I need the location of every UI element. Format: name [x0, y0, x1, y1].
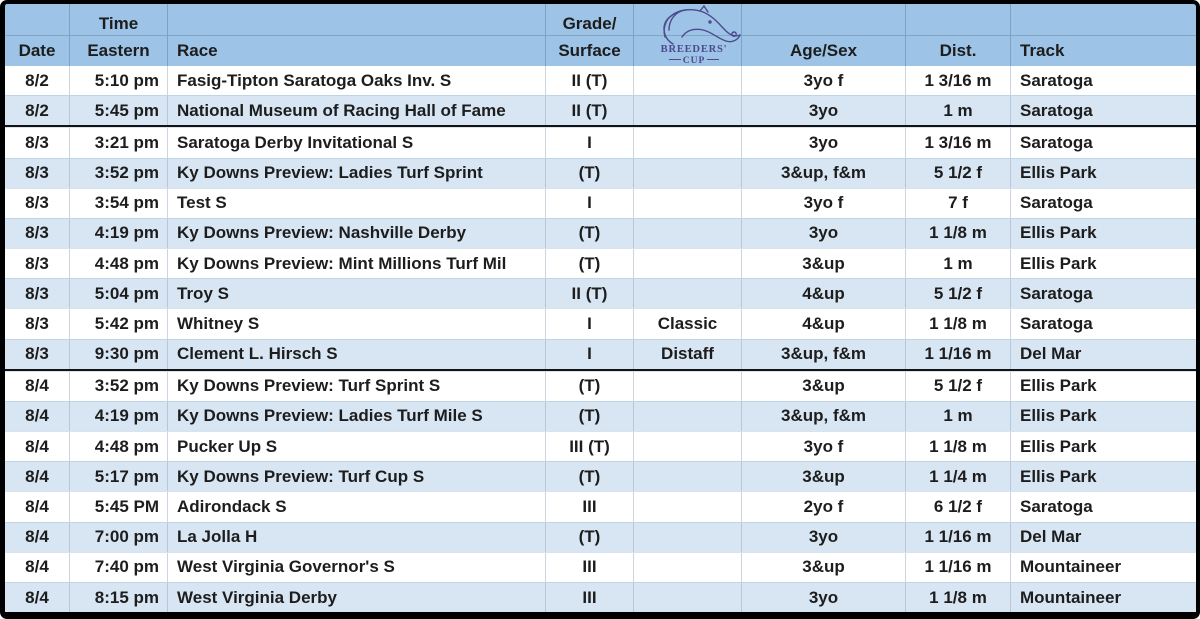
- cell-track: Ellis Park: [1010, 249, 1196, 278]
- cell-date: 8/3: [25, 223, 49, 243]
- cell-distance: 7 f: [905, 189, 1010, 218]
- cell-breeders-cup-division: [633, 96, 741, 125]
- cell-race-name: West Virginia Derby: [167, 583, 545, 612]
- table-row[interactable]: [5, 431, 1196, 461]
- table-row[interactable]: [5, 552, 1196, 582]
- cell-track: Ellis Park: [1010, 219, 1196, 248]
- cell-time-eastern: 5:45 PM: [69, 492, 167, 521]
- table-row[interactable]: [5, 158, 1196, 188]
- table-row[interactable]: [5, 278, 1196, 308]
- header-col-dist: [905, 4, 1010, 66]
- cell-track: Mountaineer: [1010, 583, 1196, 612]
- cell-breeders-cup-division: [633, 432, 741, 461]
- cell-distance: 1 1/4 m: [905, 462, 1010, 491]
- cell-track: Saratoga: [1010, 189, 1196, 218]
- cell-date: 8/4: [25, 587, 49, 607]
- cell-age-sex: 3yo f: [741, 432, 905, 461]
- table-body: [5, 66, 1196, 612]
- cell-breeders-cup-division: [633, 279, 741, 308]
- cell-race-name: Whitney S: [167, 309, 545, 338]
- header-eastern-label: Eastern: [87, 41, 150, 60]
- cell-track: Del Mar: [1010, 340, 1196, 369]
- cell-grade-surface: (T): [545, 159, 633, 188]
- cell-age-sex: 2yo f: [741, 492, 905, 521]
- cell-race-name: Troy S: [167, 279, 545, 308]
- cell-date: 8/3: [25, 132, 49, 152]
- cell-date: 8/4: [25, 406, 49, 426]
- cell-age-sex: 3yo: [741, 128, 905, 157]
- cell-grade-surface: III: [545, 553, 633, 582]
- header-track-label: Track: [1020, 41, 1065, 60]
- header-col-track: [1010, 4, 1196, 66]
- cell-age-sex: 3&up: [741, 553, 905, 582]
- cell-age-sex: 3&up: [741, 372, 905, 401]
- table-row[interactable]: [5, 218, 1196, 248]
- logo-text-breeders: BREEDERS': [660, 44, 728, 55]
- cell-time-eastern: 8:15 pm: [69, 583, 167, 612]
- cell-race-name: Adirondack S: [167, 492, 545, 521]
- cell-grade-surface: III: [545, 583, 633, 612]
- table-row[interactable]: [5, 582, 1196, 612]
- cell-grade-surface: II (T): [545, 66, 633, 95]
- cell-race-name: Ky Downs Preview: Mint Millions Turf Mil: [167, 249, 545, 278]
- cell-age-sex: 3&up, f&m: [741, 159, 905, 188]
- cell-distance: 6 1/2 f: [905, 492, 1010, 521]
- cell-time-eastern: 5:45 pm: [69, 96, 167, 125]
- cell-time-eastern: 4:19 pm: [69, 402, 167, 431]
- cell-time-eastern: 5:42 pm: [69, 309, 167, 338]
- cell-time-eastern: 3:54 pm: [69, 189, 167, 218]
- cell-breeders-cup-division: [633, 553, 741, 582]
- cell-time-eastern: 4:19 pm: [69, 219, 167, 248]
- header-time-label: Time: [70, 4, 167, 36]
- cell-breeders-cup-division: [633, 462, 741, 491]
- cell-grade-surface: I: [545, 128, 633, 157]
- header-grade-label: Grade/: [546, 4, 633, 36]
- cell-distance: 1 1/16 m: [905, 553, 1010, 582]
- table-row[interactable]: [5, 461, 1196, 491]
- table-row[interactable]: [5, 401, 1196, 431]
- header-col-grade-surface: [545, 4, 633, 66]
- cell-track: Ellis Park: [1010, 432, 1196, 461]
- cell-breeders-cup-division: Distaff: [633, 340, 741, 369]
- cell-track: Saratoga: [1010, 96, 1196, 125]
- table-row[interactable]: [5, 371, 1196, 401]
- cell-track: Ellis Park: [1010, 159, 1196, 188]
- cell-distance: 1 3/16 m: [905, 128, 1010, 157]
- header-col-time: [69, 4, 167, 66]
- cell-breeders-cup-division: [633, 402, 741, 431]
- cell-breeders-cup-division: [633, 128, 741, 157]
- cell-age-sex: 3&up, f&m: [741, 402, 905, 431]
- cell-breeders-cup-division: [633, 583, 741, 612]
- cell-distance: 1 1/8 m: [905, 583, 1010, 612]
- header-date-label: Date: [18, 41, 56, 60]
- cell-date: 8/4: [25, 436, 49, 456]
- cell-age-sex: 3yo: [741, 96, 905, 125]
- cell-race-name: National Museum of Racing Hall of Fame: [167, 96, 545, 125]
- cell-date: 8/3: [25, 193, 49, 213]
- cell-date: 8/2: [25, 70, 49, 90]
- cell-track: Saratoga: [1010, 309, 1196, 338]
- header-surface-label: Surface: [558, 41, 621, 60]
- cell-distance: 1 1/16 m: [905, 523, 1010, 552]
- table-row[interactable]: [5, 339, 1196, 371]
- cell-distance: 1 3/16 m: [905, 66, 1010, 95]
- cell-date: 8/4: [25, 376, 49, 396]
- table-row[interactable]: [5, 491, 1196, 521]
- cell-track: Del Mar: [1010, 523, 1196, 552]
- cell-age-sex: 3yo: [741, 219, 905, 248]
- table-row[interactable]: [5, 127, 1196, 157]
- cell-grade-surface: I: [545, 340, 633, 369]
- cell-race-name: Ky Downs Preview: Ladies Turf Mile S: [167, 402, 545, 431]
- cell-race-name: Clement L. Hirsch S: [167, 340, 545, 369]
- cell-distance: 1 1/16 m: [905, 340, 1010, 369]
- cell-time-eastern: 3:52 pm: [69, 159, 167, 188]
- cell-grade-surface: (T): [545, 462, 633, 491]
- cell-date: 8/4: [25, 557, 49, 577]
- cell-age-sex: 3yo f: [741, 66, 905, 95]
- cell-date: 8/3: [25, 253, 49, 273]
- cell-grade-surface: II (T): [545, 96, 633, 125]
- breeders-cup-logo: [642, 5, 746, 65]
- cell-time-eastern: 4:48 pm: [69, 249, 167, 278]
- cell-time-eastern: 5:04 pm: [69, 279, 167, 308]
- cell-date: 8/4: [25, 527, 49, 547]
- table-row[interactable]: [5, 66, 1196, 95]
- cell-track: Saratoga: [1010, 66, 1196, 95]
- cell-distance: 5 1/2 f: [905, 372, 1010, 401]
- header-race-label: Race: [177, 41, 218, 60]
- cell-distance: 1 1/8 m: [905, 219, 1010, 248]
- cell-time-eastern: 3:21 pm: [69, 128, 167, 157]
- cell-race-name: La Jolla H: [167, 523, 545, 552]
- cell-grade-surface: III: [545, 492, 633, 521]
- cell-breeders-cup-division: [633, 159, 741, 188]
- table-row[interactable]: [5, 95, 1196, 127]
- cell-grade-surface: (T): [545, 219, 633, 248]
- cell-race-name: Saratoga Derby Invitational S: [167, 128, 545, 157]
- cell-grade-surface: (T): [545, 249, 633, 278]
- header-col-race: [167, 4, 545, 66]
- cell-race-name: Ky Downs Preview: Nashville Derby: [167, 219, 545, 248]
- table-header: [5, 4, 1196, 66]
- cell-time-eastern: 3:52 pm: [69, 372, 167, 401]
- cell-date: 8/3: [25, 163, 49, 183]
- cell-track: Saratoga: [1010, 492, 1196, 521]
- cell-date: 8/4: [25, 466, 49, 486]
- cell-breeders-cup-division: [633, 372, 741, 401]
- cell-breeders-cup-division: [633, 189, 741, 218]
- cell-breeders-cup-division: [633, 66, 741, 95]
- cell-track: Ellis Park: [1010, 372, 1196, 401]
- cell-breeders-cup-division: Classic: [633, 309, 741, 338]
- cell-grade-surface: (T): [545, 523, 633, 552]
- cell-distance: 1 1/8 m: [905, 432, 1010, 461]
- cell-date: 8/3: [25, 344, 49, 364]
- cell-date: 8/3: [25, 313, 49, 333]
- header-age-sex-label: Age/Sex: [789, 41, 858, 60]
- cell-race-name: Fasig-Tipton Saratoga Oaks Inv. S: [167, 66, 545, 95]
- cell-age-sex: 3yo: [741, 583, 905, 612]
- cell-grade-surface: (T): [545, 372, 633, 401]
- cell-track: Ellis Park: [1010, 462, 1196, 491]
- cell-age-sex: 3yo f: [741, 189, 905, 218]
- cell-age-sex: 3&up: [741, 249, 905, 278]
- cell-race-name: Ky Downs Preview: Ladies Turf Sprint: [167, 159, 545, 188]
- cell-race-name: West Virginia Governor's S: [167, 553, 545, 582]
- cell-breeders-cup-division: [633, 249, 741, 278]
- cell-race-name: Pucker Up S: [167, 432, 545, 461]
- table-row[interactable]: [5, 522, 1196, 552]
- cell-distance: 5 1/2 f: [905, 159, 1010, 188]
- table-row[interactable]: [5, 308, 1196, 338]
- cell-race-name: Ky Downs Preview: Turf Cup S: [167, 462, 545, 491]
- cell-date: 8/3: [25, 283, 49, 303]
- cell-distance: 5 1/2 f: [905, 279, 1010, 308]
- cell-age-sex: 3&up: [741, 462, 905, 491]
- cell-time-eastern: 5:10 pm: [69, 66, 167, 95]
- cell-time-eastern: 9:30 pm: [69, 340, 167, 369]
- cell-time-eastern: 7:40 pm: [69, 553, 167, 582]
- cell-track: Ellis Park: [1010, 402, 1196, 431]
- header-col-date: [5, 4, 69, 66]
- logo-text-cup: CUP: [682, 56, 706, 65]
- cell-grade-surface: II (T): [545, 279, 633, 308]
- cell-age-sex: 3yo: [741, 523, 905, 552]
- cell-time-eastern: 7:00 pm: [69, 523, 167, 552]
- cell-distance: 1 m: [905, 96, 1010, 125]
- header-col-age-sex: [741, 4, 905, 66]
- table-row[interactable]: [5, 188, 1196, 218]
- cell-time-eastern: 4:48 pm: [69, 432, 167, 461]
- cell-grade-surface: III (T): [545, 432, 633, 461]
- cell-breeders-cup-division: [633, 219, 741, 248]
- cell-grade-surface: I: [545, 189, 633, 218]
- cell-date: 8/4: [25, 496, 49, 516]
- cell-date: 8/2: [25, 100, 49, 120]
- cell-track: Mountaineer: [1010, 553, 1196, 582]
- cell-race-name: Test S: [167, 189, 545, 218]
- table-row[interactable]: [5, 248, 1196, 278]
- cell-race-name: Ky Downs Preview: Turf Sprint S: [167, 372, 545, 401]
- cell-age-sex: 4&up: [741, 309, 905, 338]
- cell-age-sex: 3&up, f&m: [741, 340, 905, 369]
- cell-distance: 1 1/8 m: [905, 309, 1010, 338]
- cell-breeders-cup-division: [633, 523, 741, 552]
- cell-track: Saratoga: [1010, 128, 1196, 157]
- cell-breeders-cup-division: [633, 492, 741, 521]
- cell-grade-surface: (T): [545, 402, 633, 431]
- cell-age-sex: 4&up: [741, 279, 905, 308]
- cell-grade-surface: I: [545, 309, 633, 338]
- cell-distance: 1 m: [905, 402, 1010, 431]
- cell-track: Saratoga: [1010, 279, 1196, 308]
- cell-time-eastern: 5:17 pm: [69, 462, 167, 491]
- header-dist-label: Dist.: [939, 41, 977, 60]
- cell-distance: 1 m: [905, 249, 1010, 278]
